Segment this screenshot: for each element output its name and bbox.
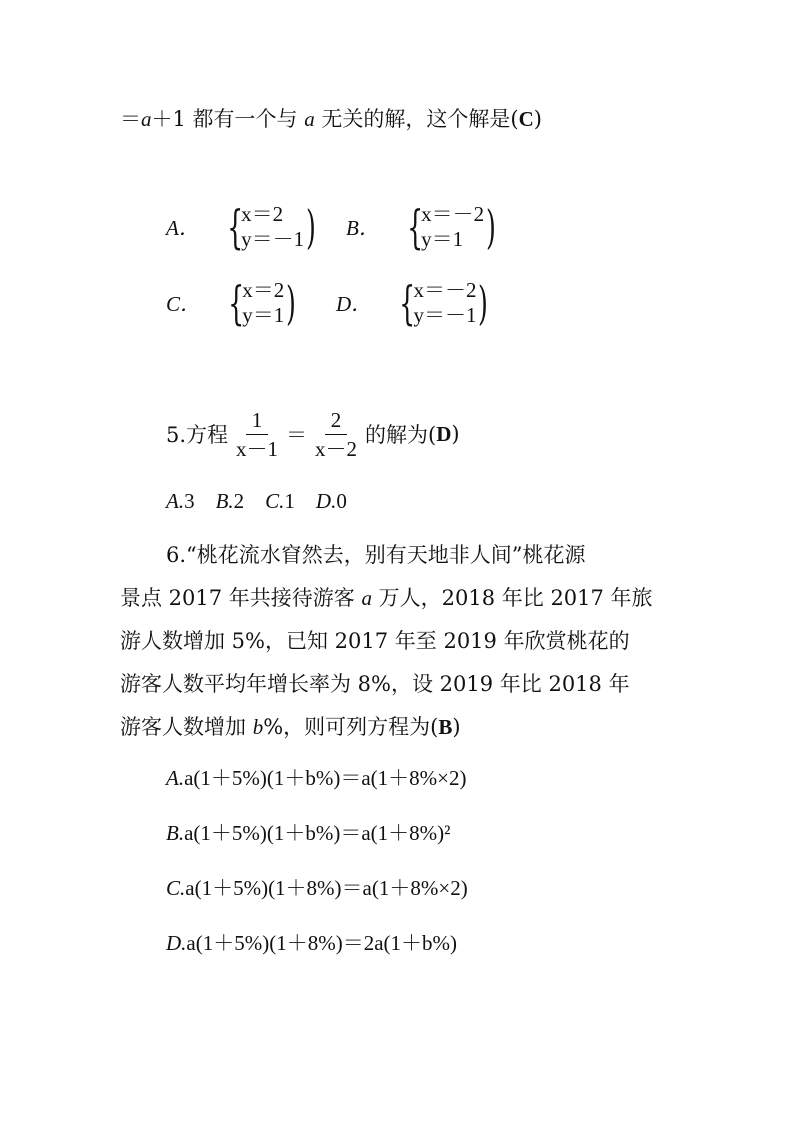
text-segment: ＝ — [120, 107, 141, 131]
option-expression: a(1＋5%)(1＋8%)＝a(1＋8%×2) — [185, 876, 468, 900]
question6-option-a — [166, 763, 467, 793]
variable-a: a — [304, 107, 315, 131]
question6-line-4: 游客人数平均年增长率为 8%，设 2019 年比 2018 年 — [120, 672, 630, 696]
question5-stem — [166, 404, 460, 464]
equation-system — [386, 277, 496, 329]
system-rows — [241, 202, 304, 252]
choice-label: B. — [215, 489, 234, 513]
equation-system — [215, 277, 304, 329]
left-brace: { — [399, 276, 416, 330]
fraction-numerator: 1 — [246, 408, 269, 435]
option-label: B. — [166, 821, 185, 845]
text-segment: 游客人数增加 — [120, 715, 253, 739]
option-label: C． — [166, 292, 202, 316]
variable-a: a — [361, 586, 372, 610]
right-paren: ) — [286, 276, 297, 330]
text-segment: 的解为( — [365, 423, 437, 447]
left-brace: { — [227, 200, 244, 254]
choice-value: 1 — [284, 489, 295, 513]
option-expression: a(1＋5%)(1＋b%)＝a(1＋8%)² — [184, 821, 451, 845]
left-brace: { — [407, 200, 424, 254]
choice-value: 3 — [184, 489, 195, 513]
option-label: A． — [166, 216, 200, 240]
text-segment: ) — [533, 107, 542, 131]
variable-b: b — [252, 715, 264, 739]
text-segment: 5.方程 — [166, 423, 229, 447]
option-expression: a(1＋5%)(1＋b%)＝a(1＋8%×2) — [184, 766, 467, 790]
fraction-1 — [230, 408, 284, 461]
variable-a: a — [141, 107, 152, 131]
fraction-2 — [309, 408, 363, 461]
question6-option-b — [166, 818, 450, 848]
system-rows — [421, 202, 484, 252]
option-label: C. — [166, 876, 186, 900]
system-row: x＝－2 — [413, 278, 477, 302]
text-segment: ＋1 都有一个与 — [151, 107, 305, 131]
equation-system — [214, 201, 324, 253]
text-segment: 景点 2017 年共接待游客 — [120, 586, 362, 610]
choice-value: 2 — [233, 489, 245, 513]
system-row: x＝2 — [241, 202, 284, 226]
option-label: D． — [336, 292, 373, 316]
answer-letter: D — [436, 421, 452, 446]
right-paren: ) — [306, 200, 316, 254]
option-a-system — [166, 201, 324, 253]
question6-option-d — [166, 928, 457, 958]
choice-value: 0 — [336, 489, 347, 513]
question6-line-5 — [120, 712, 461, 742]
text-segment: ) — [452, 715, 461, 739]
system-row: y＝－1 — [413, 303, 477, 327]
option-b-system — [346, 201, 504, 253]
question5-choices — [166, 486, 347, 516]
system-rows — [242, 278, 284, 328]
equation-system — [394, 201, 504, 253]
equals-sign: ＝ — [286, 423, 308, 447]
fraction-denominator: x－1 — [236, 436, 279, 461]
question6-line-3: 游人数增加 5%，已知 2017 年至 2019 年欣赏桃花的 — [120, 629, 630, 653]
option-expression: a(1＋5%)(1＋8%)＝2a(1＋b%) — [186, 931, 458, 955]
system-row: y＝－1 — [241, 227, 305, 251]
system-row: y＝1 — [242, 303, 285, 327]
answer-letter: B — [438, 715, 453, 739]
option-label: B． — [346, 216, 380, 240]
choice-label: A. — [166, 489, 185, 513]
option-d-system — [336, 277, 496, 329]
right-paren: ) — [486, 200, 496, 254]
fraction-numerator: 2 — [325, 408, 348, 435]
text-segment: ) — [451, 422, 460, 446]
fraction-denominator: x－2 — [315, 436, 358, 461]
left-brace: { — [228, 276, 245, 330]
text-segment: 万人，2018 年比 2017 年旅 — [371, 586, 653, 610]
system-rows — [413, 278, 476, 328]
system-row: x＝－2 — [421, 202, 485, 226]
option-c-system — [166, 277, 304, 329]
system-row: x＝2 — [242, 278, 285, 302]
option-label: D. — [166, 931, 187, 955]
right-paren: ) — [478, 276, 489, 330]
question4-stem-continuation — [120, 104, 542, 134]
question6-line-2 — [120, 583, 653, 613]
choice-label: D. — [315, 489, 337, 513]
answer-letter: C — [518, 107, 534, 131]
system-row: y＝1 — [421, 227, 464, 251]
question6-line-1: 6.“桃花流水窅然去，别有天地非人间”桃花源 — [166, 543, 586, 567]
text-segment: %，则可列方程为( — [263, 715, 439, 739]
choice-label: C. — [265, 489, 285, 513]
option-label: A. — [166, 766, 185, 790]
text-segment: 无关的解，这个解是( — [314, 107, 519, 131]
question6-option-c — [166, 873, 468, 903]
